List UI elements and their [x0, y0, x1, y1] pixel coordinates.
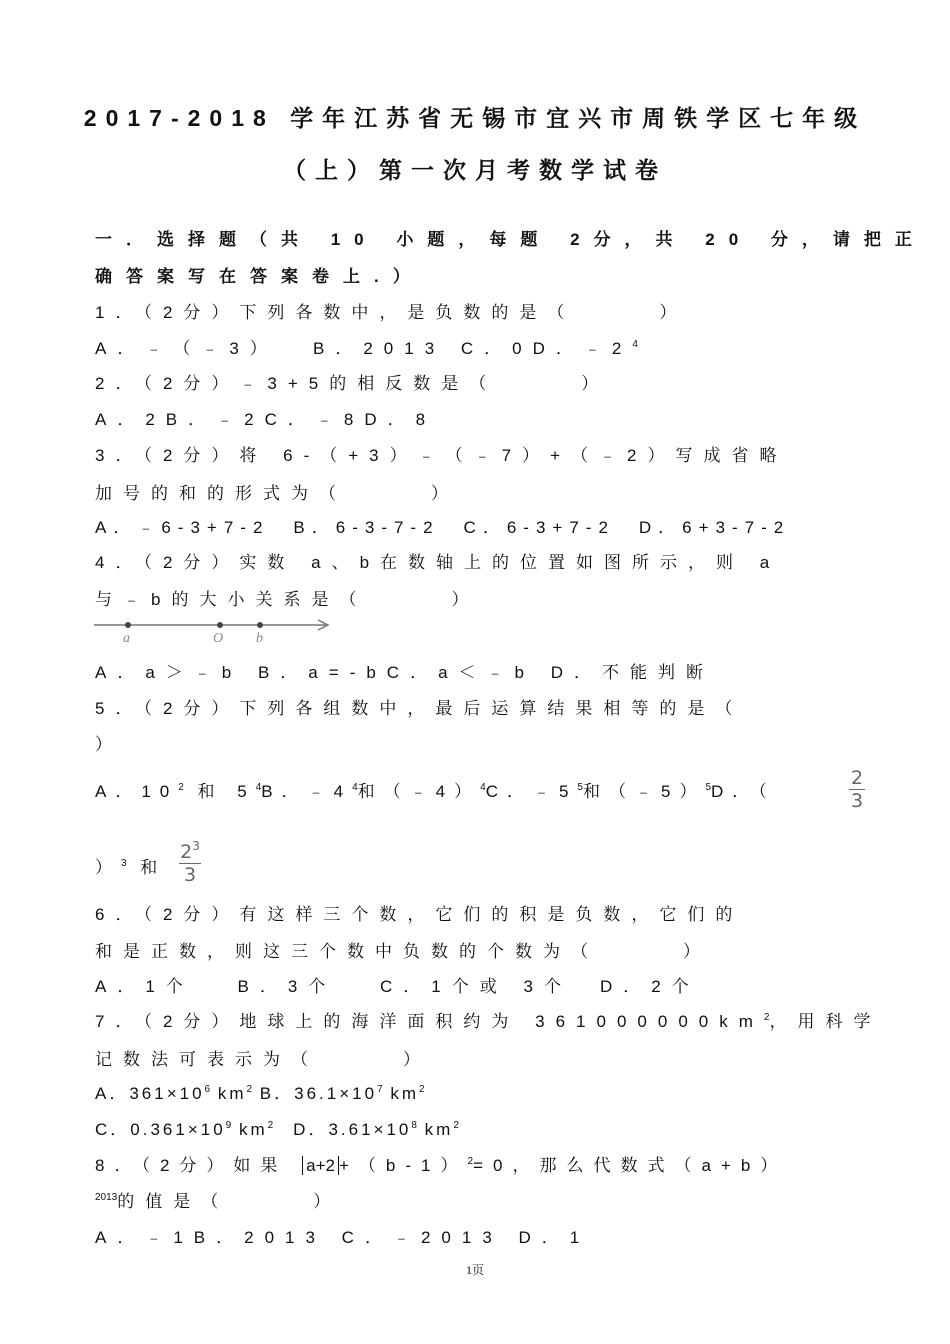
q5-opt-c: C．﹣5: [485, 782, 578, 801]
q5-opt-a2-exp: 4: [255, 782, 262, 793]
q7-opt-b-unit-exp: 2: [419, 1084, 425, 1095]
question-1-stem: 1．（2分）下列各数中，是负数的是（ ）: [95, 303, 688, 322]
q5-close-paren: ）: [95, 858, 121, 877]
q7-stem-pre: 7．（2分）地球上的海洋面积约为 361000000km: [95, 1012, 764, 1031]
fraction-two-thirds: [849, 768, 865, 811]
q5-cont-exp: 3: [121, 858, 127, 869]
q5-opt-a-exp: 2: [178, 782, 184, 793]
q8-stem-exp: 2: [467, 1156, 474, 1167]
q8-exponent-2013: 2013: [95, 1192, 118, 1203]
question-5-options-cont: [95, 853, 166, 878]
question-5-options: [95, 777, 776, 802]
section-heading-line2: 确答案写在答案卷上.）: [95, 267, 424, 286]
q7-opt-a-unit-exp: 2: [246, 1084, 253, 1095]
axis-label-a: a: [123, 631, 130, 644]
q7-opt-c: C．0.361×10: [95, 1120, 226, 1139]
q8-stem-pre: 8．（2分）如果: [95, 1156, 288, 1175]
q8-stem-post: =0，那么代数式（a+b）: [473, 1156, 788, 1175]
question-4-stem-line1: 4．（2分）实数 a、b在数轴上的位置如图所示，则 a: [95, 553, 781, 572]
q7-opt-d-exp: 8: [411, 1120, 417, 1131]
q5-opt-b2: 和（﹣4）: [357, 782, 481, 801]
axis-label-o: O: [213, 631, 224, 644]
q5-opt-d: D．（: [711, 782, 776, 801]
q5-opt-c2-exp: 5: [705, 782, 712, 793]
section-heading-line1: 一．选择题（共 10 小题，每题 2分，共 20 分，请把正: [95, 230, 926, 249]
question-5-stem-line1: 5．（2分）下列各组数中，最后运算结果相等的是（: [95, 699, 744, 718]
fraction-numerator: 2: [850, 767, 864, 789]
question-3-stem-line2: 加号的和的形式为（ ）: [95, 484, 459, 503]
question-8-options: A．﹣1B．2013 C．﹣2013 D．1: [95, 1228, 591, 1247]
q7-opt-d: D．3.61×10: [273, 1120, 412, 1139]
q7-opt-d-unit: km: [416, 1120, 454, 1139]
q7-stem-post: ，用科学: [769, 1012, 882, 1031]
question-1-exponent: 4: [632, 339, 638, 350]
question-4-stem-line2: 与﹣b的大小关系是（ ）: [95, 590, 480, 609]
question-3-stem-line1: 3．（2分）将 6-（+3）﹣（﹣7）+（﹣2）写成省略: [95, 446, 788, 465]
number-line-figure: [92, 614, 352, 644]
q7-opt-b-unit: km: [382, 1084, 420, 1103]
paper-title-line1: 2017-2018 学年江苏省无锡市宜兴市周铁学区七年级: [83, 105, 867, 131]
question-1-options-text: A．﹣（﹣3） B．2013 C．0D．﹣2: [95, 339, 633, 358]
question-7-stem-line2: 记数法可表示为（ ）: [95, 1050, 431, 1069]
q7-opt-d-unit-exp: 2: [453, 1120, 459, 1131]
fraction2-num-exp: 3: [192, 839, 200, 853]
q5-opt-c-exp: 5: [577, 782, 583, 793]
fraction-denominator: 3: [850, 790, 864, 812]
axis-label-b: b: [256, 631, 263, 644]
question-8-stem-line1: [95, 1151, 787, 1176]
paper-title-line2: （上）第一次月考数学试卷: [283, 157, 667, 183]
question-2-options: A．2B．﹣2C．﹣8D．8: [95, 410, 437, 429]
question-7-stem-line1: [95, 1007, 881, 1032]
question-7-options-cd: [95, 1115, 459, 1140]
page-number: 1页: [465, 1263, 484, 1277]
question-6-options: A．1个 B．3个 C．1个或 3个 D．2个: [95, 977, 700, 996]
q8-stem-mid: +（b-1）: [339, 1156, 468, 1175]
q5-opt-a: A．10: [95, 782, 179, 801]
question-7-options-ab: [95, 1079, 425, 1104]
question-6-stem-line2: 和是正数，则这三个数中负数的个数为（ ）: [95, 942, 711, 961]
q7-opt-c-exp: 9: [225, 1120, 232, 1131]
fraction2-numerator: [180, 839, 200, 863]
q5-opt-c2: 和（﹣5）: [582, 782, 706, 801]
question-2-stem: 2．（2分）﹣3+5的相反数是（ ）: [95, 374, 610, 393]
q5-opt-a2: 和 5: [197, 782, 256, 801]
q7-opt-c-unit: km: [231, 1120, 268, 1139]
question-5-stem-line2: ）: [95, 735, 123, 754]
question-3-options: A．﹣6-3+7-2 B．6-3-7-2 C．6-3+7-2 D．6+3-7-2: [95, 518, 791, 537]
q8-absolute-value: a+2: [302, 1156, 339, 1175]
q5-opt-b-exp: 4: [352, 782, 358, 793]
fraction-two-cubed-over-three: [179, 839, 201, 886]
q7-opt-a: A．361×10: [95, 1084, 205, 1103]
q7-opt-a-unit: km: [210, 1084, 247, 1103]
question-6-stem-line1: 6．（2分）有这样三个数，它们的积是负数，它们的: [95, 905, 744, 924]
q7-opt-b-exp: 7: [377, 1084, 383, 1095]
q7-stem-exp: 2: [763, 1012, 770, 1023]
fraction2-num-base: 2: [180, 841, 193, 863]
fraction2-denominator: 3: [183, 864, 197, 886]
q5-opt-b: B．﹣4: [261, 782, 353, 801]
question-4-options: A．a＞﹣b B．a=-bC．a＜﹣b D．不能判断: [95, 663, 714, 682]
q5-opt-b2-exp: 4: [480, 782, 486, 793]
q5-and: 和: [140, 858, 167, 877]
q7-opt-b: B．36.1×10: [252, 1084, 378, 1103]
q7-opt-c-unit-exp: 2: [267, 1120, 274, 1131]
q8-stem2-text: 的值是（ ）: [117, 1192, 342, 1211]
question-1-options: [95, 334, 638, 359]
question-8-stem-line2: [95, 1187, 341, 1212]
q7-opt-a-exp: 6: [204, 1084, 211, 1095]
